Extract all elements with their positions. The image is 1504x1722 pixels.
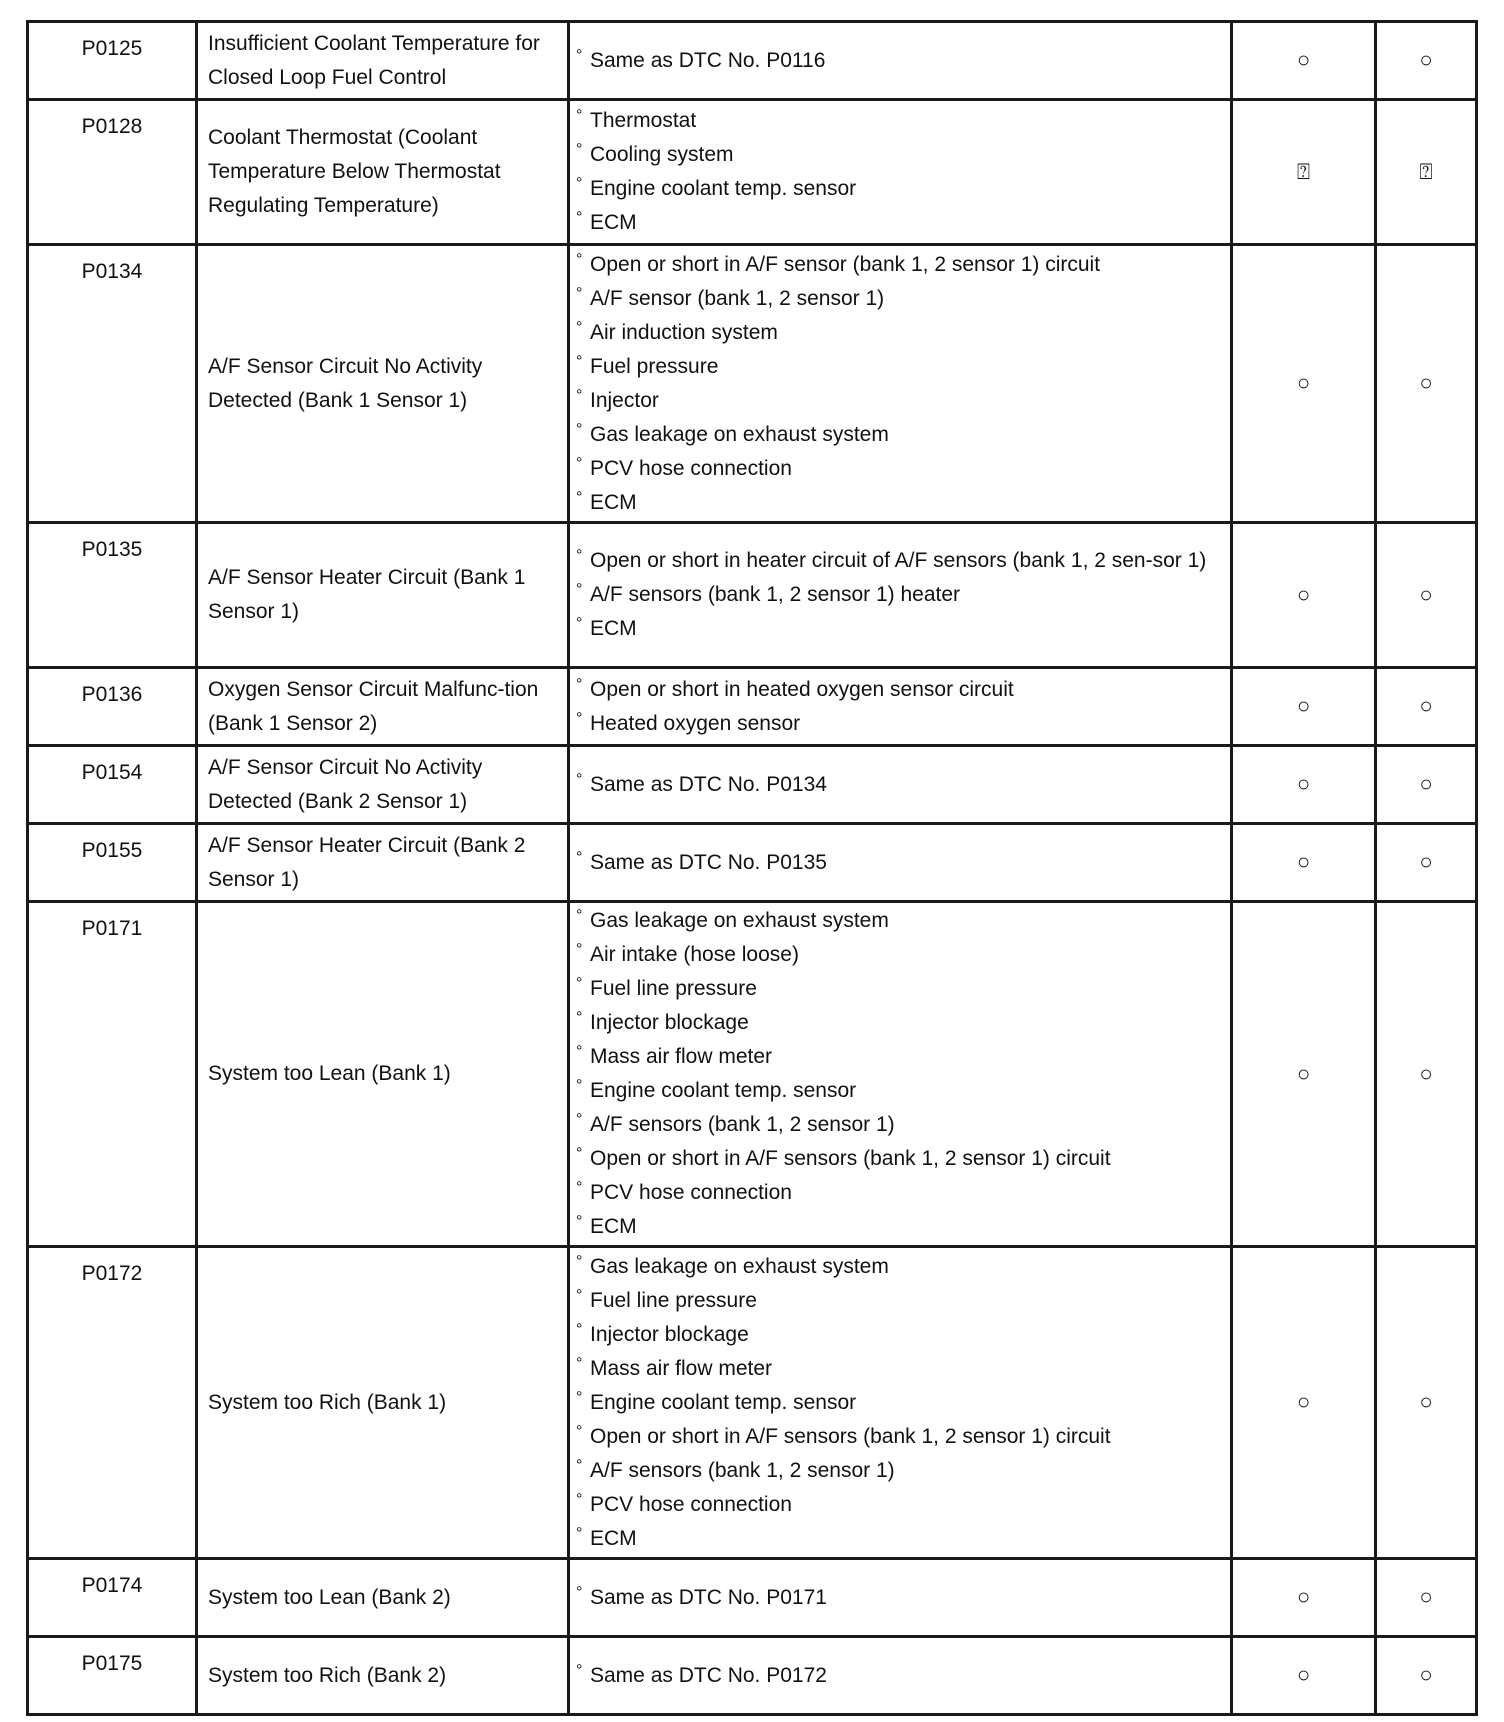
list-item: ° A/F sensors (bank 1, 2 sensor 1) [576,1108,1224,1142]
dtc-code: P0134 [81,260,143,283]
table-row [28,245,1477,523]
trouble-area-cell [569,100,1232,245]
detection-item: A/F Sensor Circuit No Activity Detected (Bank 2 Sensor 1) [197,746,569,824]
list-item: ° Air induction system [576,316,1224,350]
table-row [28,746,1477,824]
mil-mark-icon: ○ [1296,693,1311,718]
list-item: ° PCV hose connection [576,452,1224,486]
dtc-code-cell [28,100,197,245]
memory-cell [1376,1637,1477,1715]
trouble-area-cell [569,1247,1232,1559]
list-item: ° A/F sensor (bank 1, 2 sensor 1) [576,282,1224,316]
trouble-area-cell [569,668,1232,746]
trouble-area-list [576,44,1224,78]
trouble-area-list [576,1659,1224,1693]
list-item: ° Open or short in A/F sensors (bank 1, 2 sensor 1) circuit [576,1142,1224,1176]
list-item: ° Same as DTC No. P0134 [576,768,1224,802]
list-item: ° Open or short in heated oxygen sensor circuit [576,673,1224,707]
dtc-code: P0155 [81,839,143,862]
trouble-area-cell [569,22,1232,100]
list-item: ° Same as DTC No. P0116 [576,44,1224,78]
memory-mark-icon: ○ [1419,1389,1433,1414]
list-item: ° Fuel pressure [576,350,1224,384]
dtc-code: P0174 [81,1574,143,1597]
mil-mark-icon: ○ [1296,1662,1311,1687]
memory-cell [1376,824,1477,902]
list-item: ° Same as DTC No. P0135 [576,846,1224,880]
detection-item: Insufficient Coolant Temperature for Closed Loop Fuel Control [197,22,569,100]
list-item: ° Engine coolant temp. sensor [576,1386,1224,1420]
mil-cell [1232,100,1376,245]
dtc-code-cell [28,523,197,668]
detection-item: A/F Sensor Circuit No Activity Detected (Bank 1 Sensor 1) [197,245,569,523]
list-item: ° A/F sensors (bank 1, 2 sensor 1) [576,1454,1224,1488]
detection-item: System too Lean (Bank 2) [197,1559,569,1637]
list-item: ° Heated oxygen sensor [576,707,1224,741]
dtc-code-cell [28,245,197,523]
list-item: ° ECM [576,1522,1224,1556]
memory-cell [1376,668,1477,746]
list-item: ° A/F sensors (bank 1, 2 sensor 1) heater [576,578,1224,612]
list-item: ° Injector blockage [576,1006,1224,1040]
dtc-code: P0128 [81,115,143,138]
mil-mark-icon: ○ [1296,370,1311,395]
dtc-table-body [28,22,1477,1715]
memory-mark-icon: ○ [1419,693,1433,718]
memory-cell [1376,22,1477,100]
list-item: ° PCV hose connection [576,1176,1224,1210]
mil-cell [1232,523,1376,668]
table-row [28,1559,1477,1637]
trouble-area-list [576,248,1224,520]
memory-mark-icon: ○ [1419,581,1433,607]
memory-mark-icon: ○ [1419,849,1433,874]
trouble-area-cell [569,1637,1232,1715]
list-item: ° Injector [576,384,1224,418]
mil-mark-icon: ⍰ [1296,158,1311,184]
trouble-area-list [576,1581,1224,1615]
list-item: ° ECM [576,206,1224,240]
detection-item: A/F Sensor Heater Circuit (Bank 2 Sensor 1) [197,824,569,902]
mil-cell [1232,824,1376,902]
memory-mark-icon: ○ [1419,47,1433,72]
list-item: ° Injector blockage [576,1318,1224,1352]
memory-cell [1376,1247,1477,1559]
mil-cell [1232,22,1376,100]
mil-cell [1232,245,1376,523]
table-row [28,22,1477,100]
dtc-code: P0154 [81,761,143,784]
list-item: ° Thermostat [576,104,1224,138]
trouble-area-list [576,673,1224,741]
dtc-code-cell [28,902,197,1247]
dtc-code: P0136 [81,683,143,706]
table-row [28,668,1477,746]
memory-mark-icon: ○ [1419,771,1433,796]
table-row [28,1247,1477,1559]
table-row [28,1637,1477,1715]
dtc-code: P0175 [81,1652,143,1675]
mil-cell [1232,1247,1376,1559]
mil-mark-icon: ○ [1296,1584,1311,1609]
list-item: ° Gas leakage on exhaust system [576,904,1224,938]
trouble-area-cell [569,1559,1232,1637]
list-item: ° Open or short in heater circuit of A/F sensors (bank 1, 2 sen-sor 1) [576,544,1224,578]
detection-item: A/F Sensor Heater Circuit (Bank 1 Sensor 1) [197,523,569,668]
list-item: ° Same as DTC No. P0171 [576,1581,1224,1615]
list-item: ° PCV hose connection [576,1488,1224,1522]
trouble-area-list [576,904,1224,1244]
memory-cell [1376,100,1477,245]
dtc-code-cell [28,668,197,746]
detection-item: Coolant Thermostat (Coolant Temperature Below Thermostat Regulating Temperature) [197,100,569,245]
trouble-area-cell [569,523,1232,668]
mil-cell [1232,1559,1376,1637]
dtc-code: P0135 [81,538,143,561]
table-row [28,824,1477,902]
dtc-table [26,20,1478,1716]
list-item: ° Same as DTC No. P0172 [576,1659,1224,1693]
table-row [28,523,1477,668]
trouble-area-cell [569,824,1232,902]
list-item: ° ECM [576,1210,1224,1244]
dtc-code-cell [28,746,197,824]
memory-cell [1376,902,1477,1247]
list-item: ° ECM [576,612,1224,646]
trouble-area-cell [569,902,1232,1247]
mil-cell [1232,746,1376,824]
mil-mark-icon: ○ [1296,771,1311,796]
dtc-code: P0172 [81,1262,143,1285]
dtc-code-cell [28,22,197,100]
list-item: ° Gas leakage on exhaust system [576,1250,1224,1284]
mil-cell [1232,668,1376,746]
memory-mark-icon: ⍰ [1419,158,1433,184]
trouble-area-list [576,544,1224,646]
trouble-area-cell [569,245,1232,523]
detection-item: Oxygen Sensor Circuit Malfunc-tion (Bank 1 Sensor 2) [197,668,569,746]
list-item: ° Cooling system [576,138,1224,172]
memory-cell [1376,245,1477,523]
list-item: ° Mass air flow meter [576,1040,1224,1074]
list-item: ° Engine coolant temp. sensor [576,1074,1224,1108]
list-item: ° Fuel line pressure [576,972,1224,1006]
detection-item: System too Lean (Bank 1) [197,902,569,1247]
list-item: ° Air intake (hose loose) [576,938,1224,972]
list-item: ° Engine coolant temp. sensor [576,172,1224,206]
mil-mark-icon: ○ [1296,849,1311,874]
list-item: ° Open or short in A/F sensor (bank 1, 2 sensor 1) circuit [576,248,1224,282]
dtc-code: P0171 [81,917,143,940]
dtc-code-cell [28,1247,197,1559]
mil-mark-icon: ○ [1296,581,1311,607]
dtc-code: P0125 [81,37,143,60]
mil-cell [1232,1637,1376,1715]
memory-mark-icon: ○ [1419,1662,1433,1687]
mil-cell [1232,902,1376,1247]
trouble-area-list [576,846,1224,880]
mil-mark-icon: ○ [1296,1389,1311,1414]
detection-item: System too Rich (Bank 2) [197,1637,569,1715]
memory-mark-icon: ○ [1419,370,1433,395]
memory-mark-icon: ○ [1419,1060,1433,1086]
trouble-area-list [576,1250,1224,1556]
memory-cell [1376,1559,1477,1637]
list-item: ° Mass air flow meter [576,1352,1224,1386]
memory-cell [1376,746,1477,824]
trouble-area-cell [569,746,1232,824]
table-row [28,100,1477,245]
memory-cell [1376,523,1477,668]
list-item: ° Open or short in A/F sensors (bank 1, 2 sensor 1) circuit [576,1420,1224,1454]
table-row [28,902,1477,1247]
list-item: ° Gas leakage on exhaust system [576,418,1224,452]
dtc-code-cell [28,1637,197,1715]
memory-mark-icon: ○ [1419,1584,1433,1609]
dtc-code-cell [28,824,197,902]
trouble-area-list [576,104,1224,240]
trouble-area-list [576,768,1224,802]
detection-item: System too Rich (Bank 1) [197,1247,569,1559]
list-item: ° ECM [576,486,1224,520]
dtc-code-cell [28,1559,197,1637]
list-item: ° Fuel line pressure [576,1284,1224,1318]
mil-mark-icon: ○ [1296,1060,1311,1086]
mil-mark-icon: ○ [1296,47,1311,72]
